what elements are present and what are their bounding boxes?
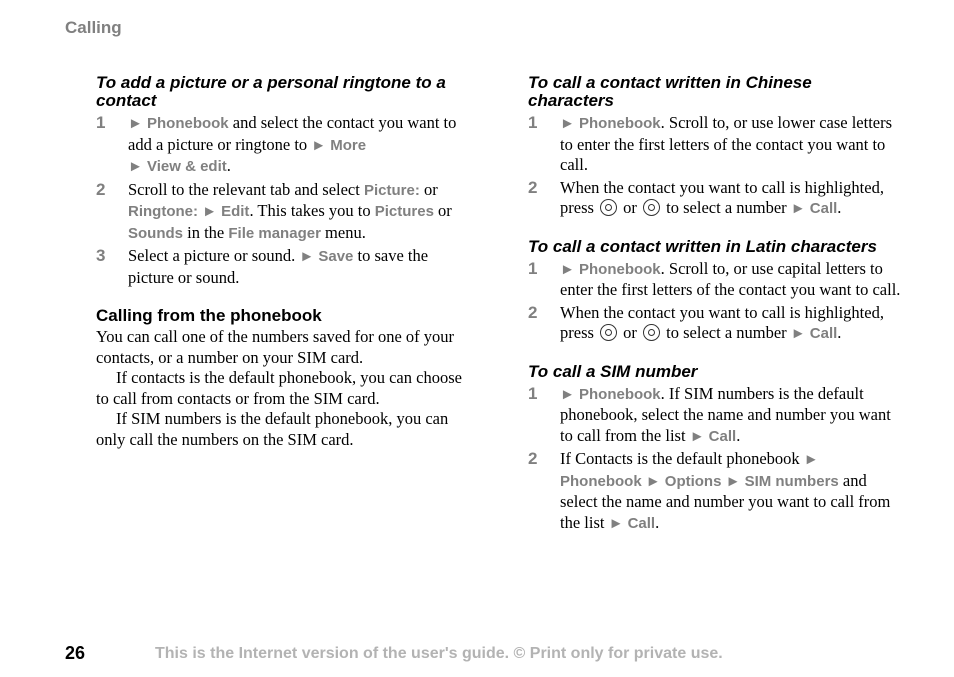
menu-sounds: Sounds	[128, 224, 183, 242]
step-item	[528, 113, 902, 176]
menu-call: Call	[708, 427, 737, 445]
arrow-icon: ►	[803, 451, 819, 468]
step-item	[96, 180, 468, 245]
step-text-run: to save the picture or sound.	[128, 246, 429, 287]
step-text-run: or	[419, 179, 438, 199]
step-text	[560, 259, 902, 301]
step-item	[96, 246, 468, 288]
step-text-run: . If SIM numbers is the default phonebook, select the name and number you want to call from the list	[560, 383, 891, 445]
menu-phonebook: Phonebook	[146, 115, 229, 132]
step-text-run: .	[837, 198, 842, 217]
menu-pictures: Pictures	[374, 203, 434, 220]
menu-call: Call	[809, 325, 838, 342]
arrow-icon: ►	[608, 514, 624, 532]
step-text-run: or	[619, 198, 642, 217]
menu-picture: Picture:	[363, 181, 420, 199]
step-text-run: .	[655, 512, 660, 532]
arrow-icon: ►	[560, 385, 575, 403]
step-item	[528, 259, 902, 301]
right-column	[528, 74, 902, 536]
step-item	[528, 449, 902, 534]
menu-view-edit: View & edit	[146, 158, 227, 175]
step-item	[96, 113, 468, 178]
menu-options: Options	[664, 472, 722, 490]
step-text-run: or	[619, 323, 642, 342]
step-number: 2	[528, 177, 538, 197]
menu-phonebook: Phonebook	[578, 115, 661, 132]
step-text-run: .	[226, 156, 231, 175]
step-text	[560, 303, 902, 345]
navigation-key-icon	[600, 199, 617, 216]
step-text-run: menu.	[320, 222, 366, 242]
step-number: 1	[528, 258, 538, 278]
heading-calling-from-phonebook: Calling from the phonebook	[96, 306, 322, 325]
step-text-run: to select a number	[662, 323, 791, 342]
step-text-run: If Contacts is the default phonebook	[560, 449, 804, 468]
step-text-run: . Scroll to, or use capital letters to enter the first letters of the contact you want to call.	[560, 258, 901, 299]
paragraph: If contacts is the default phonebook, you can choose to call from contacts or from the SIM card.	[96, 368, 462, 408]
menu-sim-numbers: SIM numbers	[744, 472, 839, 490]
step-text	[560, 449, 902, 534]
step-text-run: When the contact you want to call is highlighted, press	[560, 302, 884, 342]
step-text	[128, 246, 468, 288]
step-number: 2	[528, 302, 538, 322]
arrow-icon: ►	[689, 427, 705, 445]
section-header: Calling	[65, 18, 122, 37]
step-number: 3	[96, 246, 106, 265]
step-number: 2	[96, 179, 106, 199]
heading-sim-number: To call a SIM number	[528, 361, 698, 381]
step-text	[560, 178, 902, 220]
step-text	[128, 113, 468, 178]
arrow-icon: ►	[128, 158, 143, 175]
heading-add-picture-ringtone: To add a picture or a personal ringtone to a contact	[96, 73, 446, 110]
step-item	[528, 178, 902, 220]
arrow-icon: ►	[725, 472, 741, 490]
footer-note: This is the Internet version of the user's guide. © Print only for private use.	[155, 645, 723, 662]
step-text-run: to select a number	[662, 198, 791, 217]
arrow-icon: ►	[560, 115, 575, 132]
navigation-key-icon	[643, 324, 660, 341]
step-text-run: . Scroll to, or use lower case letters to enter the first letters of the contact you want to call.	[560, 113, 893, 174]
step-text-run: Select a picture or sound.	[128, 246, 300, 265]
arrow-icon: ►	[128, 115, 143, 132]
menu-phonebook: Phonebook	[560, 472, 642, 490]
step-text-run: . This takes you to	[249, 201, 375, 220]
menu-call: Call	[809, 200, 838, 217]
step-text-run: or	[433, 201, 452, 220]
step-text	[560, 384, 902, 448]
heading-latin-characters: To call a contact written in Latin characters	[528, 236, 877, 256]
menu-ringtone: Ringtone:	[128, 203, 198, 220]
heading-chinese-characters: To call a contact written in Chinese characters	[528, 73, 812, 110]
menu-edit: Edit	[221, 203, 250, 220]
step-text-run: in the	[183, 222, 229, 242]
navigation-key-icon	[643, 199, 660, 216]
step-text	[560, 113, 902, 176]
step-number: 1	[528, 113, 538, 132]
arrow-icon: ►	[299, 248, 315, 265]
step-number: 1	[528, 383, 538, 403]
menu-call: Call	[627, 514, 656, 532]
step-number: 1	[96, 113, 106, 132]
step-text-run: When the contact you want to call is highlighted, press	[560, 177, 884, 217]
arrow-icon: ►	[202, 203, 217, 220]
step-text-run: and select the name and number you want to call from the list	[560, 470, 891, 532]
arrow-icon: ►	[645, 472, 661, 490]
step-item	[528, 303, 902, 345]
arrow-icon: ►	[790, 200, 806, 217]
arrow-icon: ►	[311, 136, 327, 154]
menu-save: Save	[318, 248, 354, 265]
paragraph: If SIM numbers is the default phonebook, you can only call the numbers on the SIM card.	[96, 409, 449, 449]
page-number: 26	[65, 643, 86, 663]
step-number: 2	[528, 449, 538, 468]
menu-more: More	[330, 136, 367, 154]
step-item	[528, 384, 902, 448]
step-text-run: .	[837, 323, 842, 342]
step-text	[128, 180, 468, 245]
menu-phonebook: Phonebook	[578, 260, 661, 278]
menu-phonebook: Phonebook	[578, 385, 661, 403]
left-column	[96, 74, 468, 450]
arrow-icon: ►	[790, 325, 806, 342]
navigation-key-icon	[600, 324, 617, 341]
paragraph: You can call one of the numbers saved for one of your contacts, or a number on your SIM card.	[96, 327, 455, 367]
step-text-run: .	[736, 425, 741, 445]
menu-file-manager: File manager	[228, 224, 321, 242]
step-text-run: Scroll to the relevant tab and select	[128, 179, 364, 199]
arrow-icon: ►	[560, 260, 575, 278]
step-text-run: and select the contact you want to add a picture or ringtone to	[128, 113, 457, 154]
